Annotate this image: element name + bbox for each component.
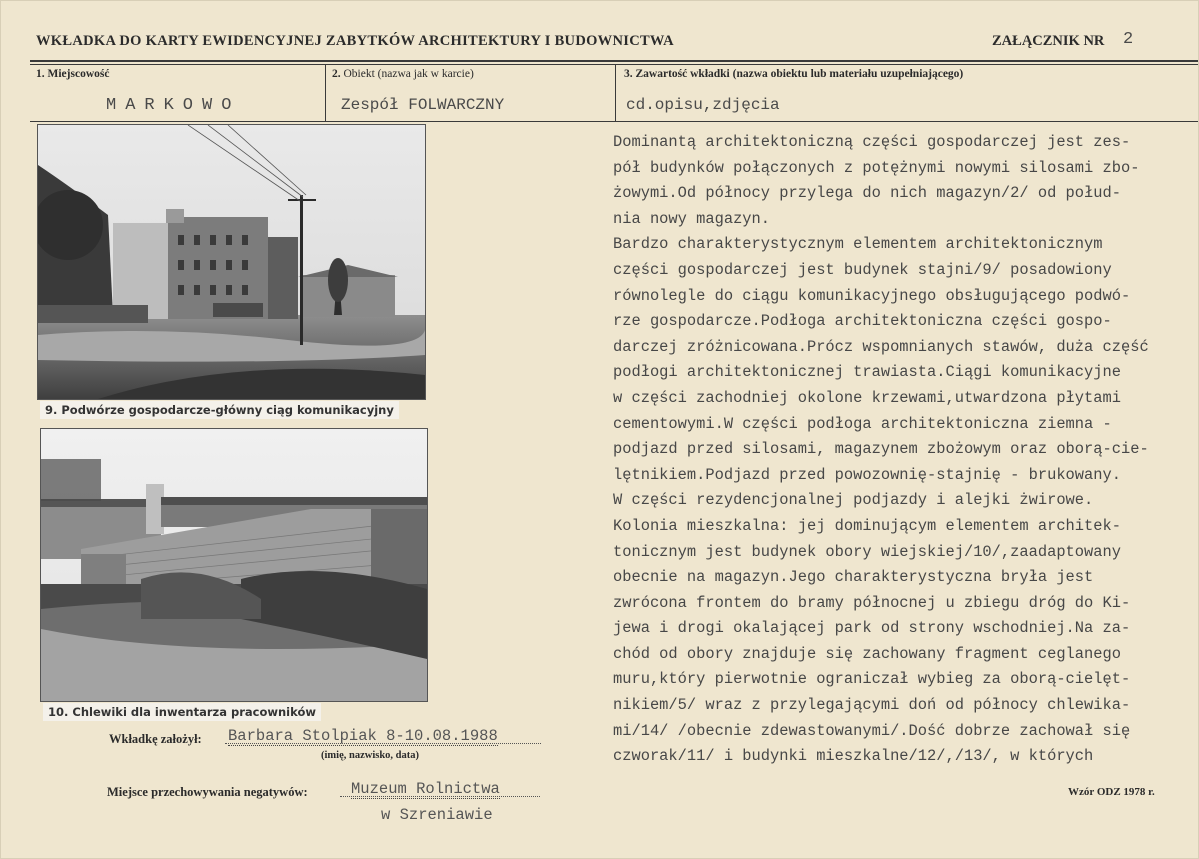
description-line: muru,który pierwotnie ograniczał wybieg za oborą-cielęt- [613,670,1131,689]
description-line: rze gospodarcze.Podłoga architektoniczna części gospo- [613,312,1112,331]
description-line: żowymi.Od północy przylega do nich magazyn/2/ od połud- [613,184,1121,203]
description-line: nikiem/5/ wraz z przylegającymi doń od północy chlewika- [613,696,1131,715]
description-line: podłogi architektonicznej trawiasta.Ciągi komunikacyjne [613,363,1121,382]
field-num: 2. [332,68,341,80]
description-line: jewa i drogi okalającej park od strony wschodniej.Na za- [613,619,1131,638]
attachment-number: 2 [1123,30,1134,49]
description-text [613,130,1199,770]
contents-value: cd.opisu,zdjęcia [626,96,780,114]
description-line: darczej zróżnicowana.Prócz wspomnianych stawów, duża część [613,337,1149,356]
field-num: 1. [36,68,45,80]
fields-rule [30,121,1198,122]
author-label: Wkładkę założył: [109,732,202,746]
description-line: cementowymi.W części podłoga architektoniczna ziemna - [613,414,1112,433]
description-line: podjazd przed silosami, magazynem zbożowym oraz oborą-cie- [613,440,1149,459]
photo-farmyard [37,124,426,400]
storage-label: Miejsce przechowywania negatywów: [107,785,308,799]
description-line: nia nowy magazyn. [613,209,771,228]
field-label-object [332,68,474,80]
author-hint: (imię, nazwisko, data) [321,750,419,761]
author-dotted-line [225,743,541,744]
field-text: Zawartość wkładki (nazwa obiektu lub materiału uzupełniającego) [635,68,964,80]
object-value: Zespół FOLWARCZNY [341,96,505,114]
attachment-label: ZAŁĄCZNIK NR [992,33,1105,49]
photo-caption-2: 10. Chlewiki dla inwentarza pracowników [43,703,321,721]
photo-pigsties [40,428,428,702]
description-line: chód od obory znajduje się zachowany fragment ceglanego [613,644,1121,663]
storage-value-2: w Szreniawie [381,806,493,824]
description-line: równolegle do ciągu komunikacyjnego obsługującego podwó- [613,286,1131,305]
header-rule [30,60,1198,62]
description-line: obecnie na magazyn.Jego charakterystyczna bryła jest [613,568,1094,587]
field-label-contents [624,68,963,80]
description-line: zwrócona frontem do bramy północnej u zbiegu dróg do Ki- [613,593,1131,612]
description-line: czworak/11/ i budynki mieszkalne/12/,/13/, w których [613,747,1094,766]
form-code: Wzór ODZ 1978 r. [1068,786,1155,798]
locality-value: MARKOWO [106,96,241,115]
description-line: pół budynków połączonych z potężnymi nowymi silosami zbo- [613,158,1140,177]
field-label-locality [36,68,109,80]
header-rule-thin [30,64,1198,65]
photo-caption-1: 9. Podwórze gospodarcze-główny ciąg komunikacyjny [40,401,399,419]
author-value: Barbara Stolpiak 8-10.08.1988 [228,727,498,745]
description-line: tonicznym jest budynek obory wiejskiej/10/,zaadaptowany [613,542,1121,561]
description-line: mi/14/ /obecnie zdewastowanymi/.Dość dobrze zachował się [613,721,1131,740]
description-line: Dominantą architektoniczną części gospodarczej jest zes- [613,133,1131,151]
storage-dotted-line [340,796,540,797]
field-text: Miejscowość [47,68,110,80]
description-line: W części rezydencjonalnej podjazdy i alejki żwirowe. [613,491,1094,510]
field-num: 3. [624,68,633,80]
field-text: Obiekt (nazwa jak w karcie) [343,68,474,80]
pigsties-photo-image [41,429,427,701]
description-line: w części zachodniej okolone krzewami,utwardzona płytami [613,388,1121,407]
farmyard-photo-image [38,125,425,399]
storage-value-1: Muzeum Rolnictwa [351,780,500,798]
description-line: lętnikiem.Podjazd przed powozownię-stajnię - brukowany. [613,465,1121,484]
description-line: Bardzo charakterystycznym elementem architektonicznym [613,235,1103,254]
description-line: części gospodarczej jest budynek stajni/9/ posadowiony [613,260,1112,279]
field-divider-1 [325,64,326,121]
description-line: Kolonia mieszkalna: jej dominującym elementem architek- [613,516,1121,535]
field-divider-2 [615,64,616,121]
card-title: WKŁADKA DO KARTY EWIDENCYJNEJ ZABYTKÓW ARCHITEKTURY I BUDOWNICTWA [36,33,674,49]
